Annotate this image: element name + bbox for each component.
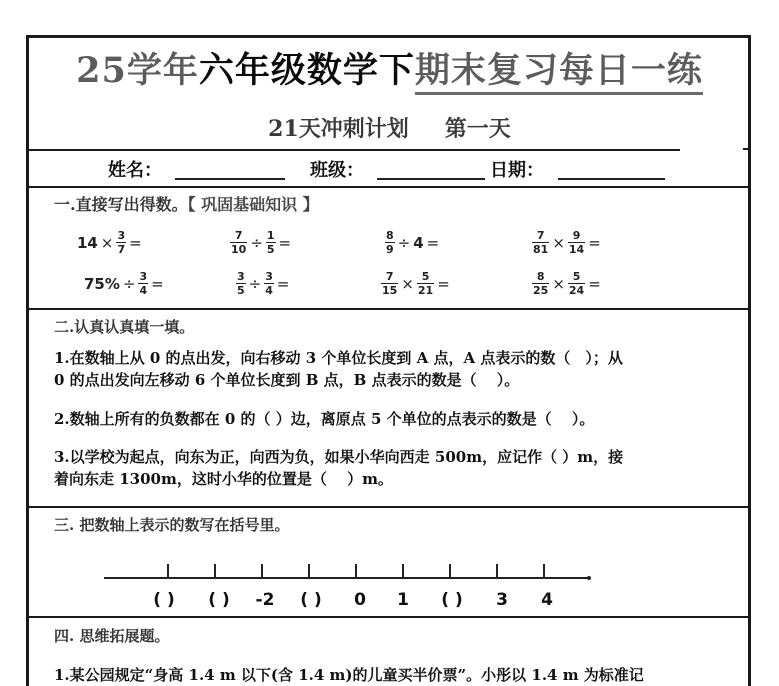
divider-section3 [27,616,749,618]
calc-item: $\frac{7}{81}$ × $\frac{9}{14}$ = [533,229,601,256]
page-title [0,46,779,96]
divider-subtitle [27,149,680,151]
number-line-tick [355,564,357,578]
section2-heading: 二.认真认真填一填。 [54,318,195,336]
number-line-label: -2 [255,590,275,610]
number-line-label: 3 [496,590,508,610]
calc-item: $\frac{7}{15}$ × $\frac{5}{21}$ = [382,270,450,297]
number-line-blank[interactable]: ( ) [300,590,322,610]
calc-item: 75% ÷ $\frac{3}{4}$ = [84,270,164,297]
title-year: 25学年 [76,50,199,91]
number-line-blank[interactable]: ( ) [208,590,230,610]
number-line-label: 4 [541,590,553,610]
number-line-tick [167,564,169,578]
number-line-blank[interactable]: ( ) [153,590,175,610]
number-line-label: 0 [354,590,366,610]
number-line-label: 1 [397,590,409,610]
title-grade-subject: 六年级数学下 [198,50,415,91]
question-2-2: 2.数轴上所有的负数都在 0 的（ ）边，离原点 5 个单位的点表示的数是（ ）。 [54,410,595,428]
number-line-tick [402,564,404,578]
number-line-tick [214,564,216,578]
student-info-row [0,154,779,184]
calc-item: $\frac{8}{9}$ ÷ 4 = [386,229,440,256]
number-line-blank[interactable]: ( ) [441,590,463,610]
question-2-3: 3.以学校为起点，向东为正，向西为负，如果小华向西走 500m，应记作（ ）m，接 着向东走 1300m，这时小华的位置是（ ）m。 [54,448,624,488]
subtitle-plan: 21天冲刺计划 [268,116,409,142]
subtitle [0,112,779,143]
number-line-tick [308,564,310,578]
border-tick [743,148,751,150]
name-label: 姓名： [108,160,162,181]
calc-item: $\frac{3}{5}$ ÷ $\frac{3}{4}$ = [237,270,290,297]
calc-item: $\frac{7}{10}$ ÷ $\frac{1}{5}$ = [231,229,292,256]
number-line-arrow-end [587,576,591,580]
divider-info [27,186,749,188]
class-field[interactable] [377,178,485,180]
section4-heading: 四. 思维拓展题。 [54,627,170,645]
divider-section1 [27,308,749,310]
number-line-tick [496,564,498,578]
section3-heading: 三. 把数轴上表示的数写在括号里。 [54,516,290,534]
class-label: 班级： [310,160,364,181]
worksheet-border-top [26,35,751,38]
question-4-1: 1.某公园规定“身高 1.4 m 以下(含 1.4 m)的儿童买半价票”。小彤以 1.4 m 为标准记 [54,666,644,684]
date-field[interactable] [558,178,665,180]
number-line-tick [543,564,545,578]
section1-heading [54,192,319,215]
calc-item: $\frac{8}{25}$ × $\frac{5}{24}$ = [533,270,601,297]
section1-title: 一.直接写出得数。 [54,195,188,214]
name-field[interactable] [175,178,285,180]
subtitle-day: 第一天 [444,116,511,142]
number-line-tick [261,564,263,578]
number-line [104,577,589,579]
number-line-tick [449,564,451,578]
question-2-1: 1.在数轴上从 0 的点出发，向右移动 3 个单位长度到 A 点，A 点表示的数（ ）；从 0 的点出发向左移动 6 个单位长度到 B 点，B 点表示的数是（ ）。 [54,349,623,389]
title-practice: 期末复习每日一练 [415,50,703,95]
calc-item: 14 × $\frac{3}{7}$ = [77,229,142,256]
divider-section2 [27,506,749,508]
date-label: 日期： [490,160,544,181]
section1-tag: 【 巩固基础知识 】 [187,195,319,214]
